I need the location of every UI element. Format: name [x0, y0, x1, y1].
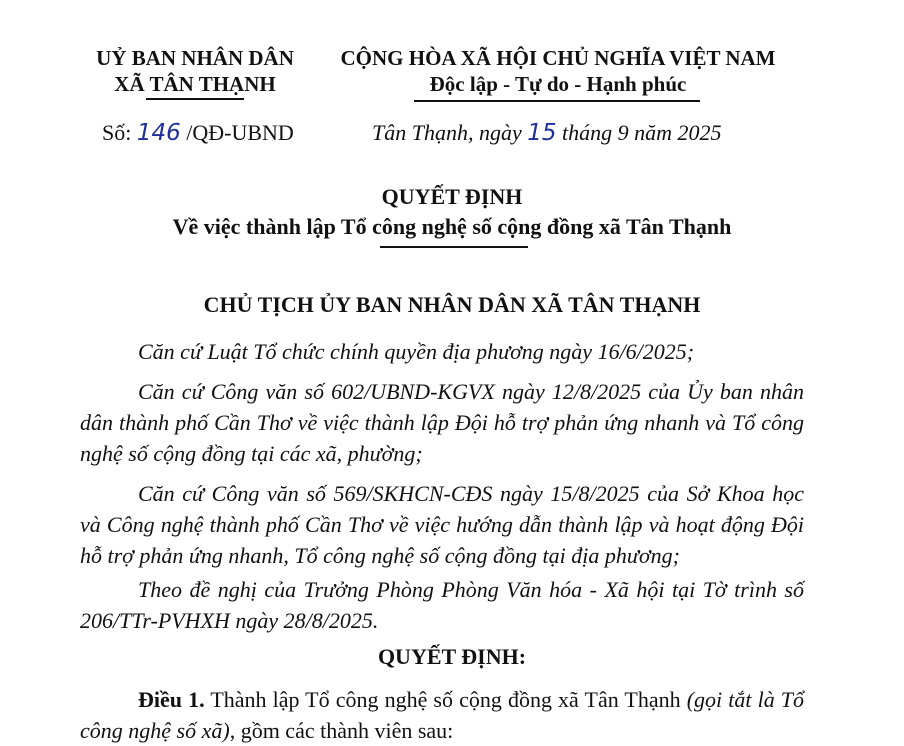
decision-title: QUYẾT ĐỊNH [381, 184, 523, 209]
date-suffix: tháng 9 năm 2025 [562, 120, 722, 145]
basis-3: Căn cứ Công văn số 569/SKHCN-CĐS ngày 15/8/2025 của Sở Khoa học và Công nghệ thành phố Cần Thơ về việc hướng dẫn thành lập và hoạt động Đội hỗ trợ phản ứng nhanh, Tổ công nghệ số cộng đồng tại địa phương; [80, 481, 804, 568]
issuing-authority: CHỦ TỊCH ỦY BAN NHÂN DÂN XÃ TÂN THẠNH [203, 292, 701, 317]
article-1-italic: (gọi tắt là Tổ công nghệ số xã) [80, 687, 805, 743]
article-1-text: Thành lập Tổ công nghệ số cộng đồng xã Tân Thạnh [210, 687, 681, 712]
agency-name: UỶ BAN NHÂN DÂN [96, 46, 294, 70]
basis-1: Căn cứ Luật Tổ chức chính quyền địa phương ngày 16/6/2025; [138, 339, 695, 364]
national-title: CỘNG HÒA XÃ HỘI CHỦ NGHĨA VIỆT NAM [340, 46, 776, 70]
document-date [372, 120, 722, 146]
article-1 [80, 684, 804, 746]
document-number [102, 120, 294, 146]
handwritten-day: 15 [527, 120, 557, 146]
article-1-text-after: , gồm các thành viên sau: [229, 718, 454, 743]
agency-commune: XÃ TÂN THẠNH [114, 72, 276, 96]
left-header-underline [146, 98, 244, 100]
motto-underline [414, 100, 700, 102]
basis-4: Theo đề nghị của Trưởng Phòng Phòng Văn hóa - Xã hội tại Tờ trình số 206/TTr-PVHXH ngày 28/8/2025. [80, 577, 804, 633]
decision-heading: QUYẾT ĐỊNH: [377, 644, 527, 669]
decision-subject: Về việc thành lập Tổ công nghệ số cộng đồng xã Tân Thạnh [172, 214, 732, 239]
date-prefix: Tân Thạnh, ngày [372, 120, 522, 145]
national-motto: Độc lập - Tự do - Hạnh phúc [429, 72, 687, 96]
title-underline [380, 246, 528, 248]
number-prefix: Số: [102, 120, 132, 145]
handwritten-number: 146 [136, 120, 181, 146]
number-suffix: /QĐ-UBND [186, 120, 294, 145]
basis-2: Căn cứ Công văn số 602/UBND-KGVX ngày 12/8/2025 của Ủy ban nhân dân thành phố Cần Thơ về việc thành lập Đội hỗ trợ phản ứng nhanh và Tổ công nghệ số cộng đồng tại các xã, phường; [80, 379, 804, 466]
article-1-label: Điều 1. [138, 687, 205, 712]
